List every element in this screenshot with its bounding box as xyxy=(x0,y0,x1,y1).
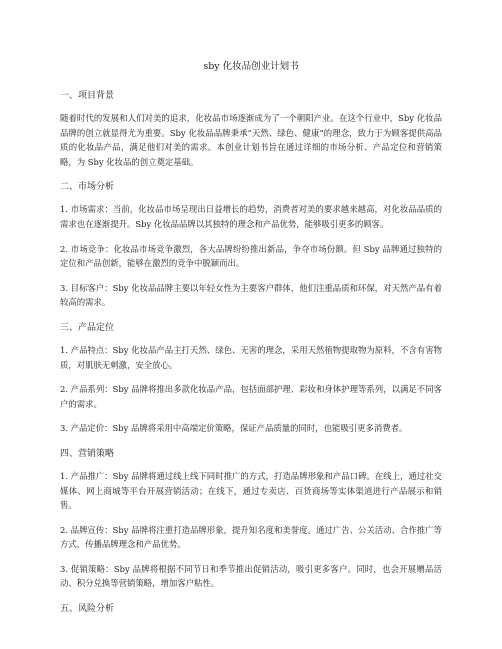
section-market-analysis xyxy=(60,179,442,310)
section-heading: 四、营销策略 xyxy=(60,448,115,459)
section-product-positioning xyxy=(60,320,442,436)
paragraph: 1. 市场需求：当前，化妆品市场呈现出日益增长的趋势，消费者对美的要求越来越高，对化妆品品质的需求也在逐渐提升。Sby 化妆品品牌以其独特的理念和产品优势，能够吸引更多的顾客。 xyxy=(60,204,442,229)
section-heading: 五、风险分析 xyxy=(60,604,115,615)
section-heading: 三、产品定位 xyxy=(60,322,115,333)
paragraph: 随着时代的发展和人们对美的追求，化妆品市场逐渐成为了一个朝阳产业。在这个行业中，Sby 化妆品品牌的创立就显得尤为重要。Sby 化妆品品牌秉承“天然、绿色、健康”的理念，致力于为顾客提供高品质的化妆品产品，满足他们对美的需求。本创业计划书旨在通过详细的市场分析、产品定位和营销策略，为 Sby 化妆品的创立奠定基础。 xyxy=(60,113,442,167)
section-heading: 二、市场分析 xyxy=(60,182,115,193)
section-heading: 一、项目背景 xyxy=(60,91,115,101)
paragraph: 2. 产品系列：Sby 品牌将推出多款化妆品产品，包括面部护理、彩妆和身体护理等系列，以满足不同客户的需求。 xyxy=(60,384,442,409)
paragraph: 3. 产品定价：Sby 品牌将采用中高端定价策略，保证产品质量的同时，也能吸引更多消费者。 xyxy=(60,423,408,434)
paragraph: 3. 促销策略：Sby 品牌将根据不同节日和季节推出促销活动，吸引更多客户。同时，也会开展赠品活动、积分兑换等营销策略，增加客户粘性。 xyxy=(60,563,442,589)
paragraph: 2. 市场竞争：化妆品市场竞争激烈，各大品牌纷纷推出新品，争夺市场份额。但 Sby 品牌通过独特的定位和产品创新，能够在激烈的竞争中脱颖而出。 xyxy=(60,243,442,269)
paragraph: 1. 产品推广：Sby 品牌将通过线上线下同时推广的方式，打造品牌形象和产品口碑。在线上，通过社交媒体、网上商城等平台开展营销活动；在线下，通过专卖店、百货商场等实体渠道进行产品展示和销售。 xyxy=(60,470,442,511)
paragraph: 3. 目标客户：Sby 化妆品品牌主要以年轻女性为主要客户群体，他们注重品质和环保，对天然产品有着较高的需求。 xyxy=(60,282,442,308)
paragraph: 2. 品牌宣传：Sby 品牌将注重打造品牌形象，提升知名度和美誉度。通过广告、公关活动、合作推广等方式，传播品牌理念和产品优势。 xyxy=(60,524,442,550)
section-marketing-strategy xyxy=(60,446,442,591)
section-risk-analysis xyxy=(60,601,442,614)
paragraph: 1. 产品特点：Sby 化妆品产品主打天然、绿色、无害的理念，采用天然植物提取物为原料，不含有害物质，对肌肤无刺激，安全放心。 xyxy=(60,344,442,370)
section-background xyxy=(60,88,442,169)
document-title: sby 化妆品创业计划书 xyxy=(203,61,299,72)
